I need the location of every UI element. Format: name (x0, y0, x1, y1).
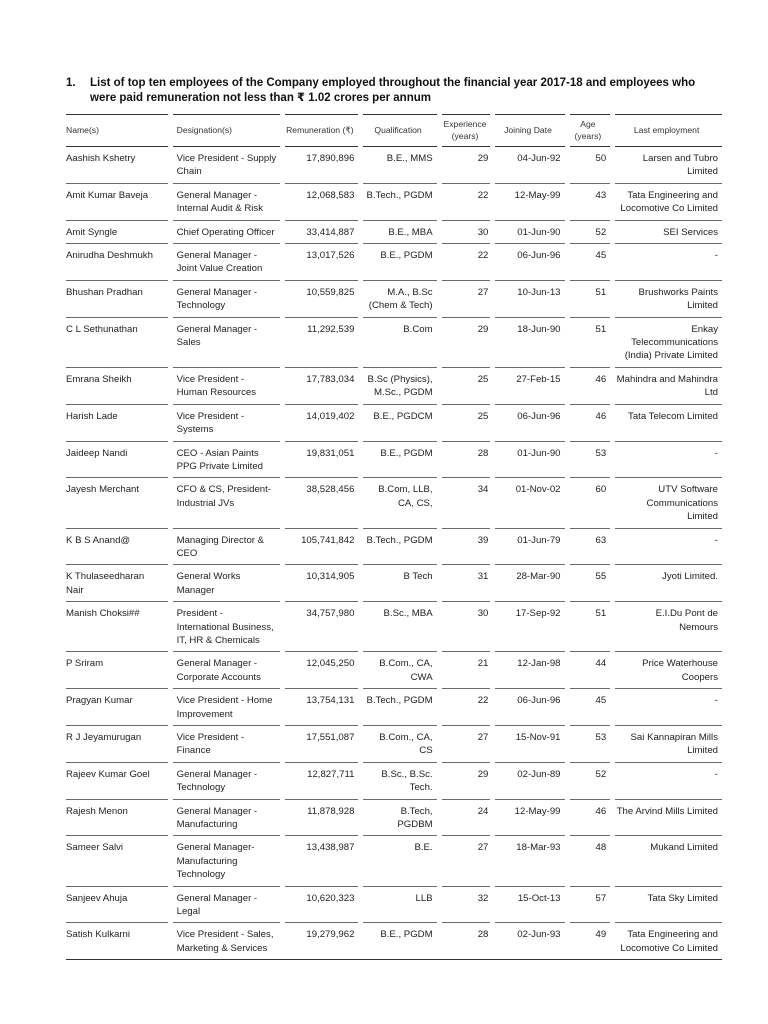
cell-last-employment: Mukand Limited (615, 836, 722, 886)
cell-designation: General Manager - Sales (173, 318, 281, 368)
cell-name: Aashish Kshetry (66, 147, 168, 184)
cell-qualification: LLB (363, 887, 436, 924)
column-header-age: Age (years) (570, 114, 611, 147)
cell-joining-date: 12-May-99 (495, 184, 564, 221)
column-header-last-employment: Last employment (615, 114, 722, 147)
cell-joining-date: 28-Mar-90 (495, 565, 564, 602)
cell-age: 49 (570, 923, 611, 960)
cell-name: Amit Syngle (66, 221, 168, 244)
table-row (66, 184, 722, 221)
table-row (66, 405, 722, 442)
table-row (66, 923, 722, 960)
cell-age: 45 (570, 689, 611, 726)
cell-qualification: B.E., PGDM (363, 923, 436, 960)
cell-name: Sanjeev Ahuja (66, 887, 168, 924)
cell-name: Jaideep Nandi (66, 442, 168, 479)
cell-qualification: B Tech (363, 565, 436, 602)
cell-last-employment: Tata Engineering and Locomotive Co Limited (615, 923, 722, 960)
cell-qualification: B.Tech, PGDBM (363, 800, 436, 837)
column-header-qualification: Qualification (363, 114, 436, 147)
cell-experience: 27 (442, 281, 491, 318)
cell-last-employment: Larsen and Tubro Limited (615, 147, 722, 184)
cell-joining-date: 10-Jun-13 (495, 281, 564, 318)
cell-name: C L Sethunathan (66, 318, 168, 368)
table-row (66, 244, 722, 281)
cell-age: 50 (570, 147, 611, 184)
cell-joining-date: 06-Jun-96 (495, 689, 564, 726)
cell-designation: Vice President - Finance (173, 726, 281, 763)
table-row (66, 442, 722, 479)
cell-designation: General Manager - Corporate Accounts (173, 652, 281, 689)
cell-age: 53 (570, 726, 611, 763)
cell-experience: 25 (442, 368, 491, 405)
cell-age: 45 (570, 244, 611, 281)
column-header-name: Name(s) (66, 114, 168, 147)
cell-name: Emrana Sheikh (66, 368, 168, 405)
table-row (66, 368, 722, 405)
cell-designation: CEO - Asian Paints PPG Private Limited (173, 442, 281, 479)
cell-name: Bhushan Pradhan (66, 281, 168, 318)
cell-experience: 22 (442, 244, 491, 281)
cell-last-employment: Sai Kannapiran Mills Limited (615, 726, 722, 763)
table-row (66, 147, 722, 184)
cell-experience: 39 (442, 529, 491, 566)
cell-experience: 31 (442, 565, 491, 602)
cell-age: 60 (570, 478, 611, 528)
cell-joining-date: 06-Jun-96 (495, 244, 564, 281)
cell-remuneration: 13,754,131 (285, 689, 358, 726)
cell-qualification: B.Com (363, 318, 436, 368)
cell-qualification: M.A., B.Sc (Chem & Tech) (363, 281, 436, 318)
cell-experience: 28 (442, 923, 491, 960)
cell-last-employment: Jyoti Limited. (615, 565, 722, 602)
cell-joining-date: 02-Jun-93 (495, 923, 564, 960)
table-row (66, 836, 722, 886)
cell-joining-date: 17-Sep-92 (495, 602, 564, 652)
cell-name: K B S Anand@ (66, 529, 168, 566)
cell-experience: 29 (442, 763, 491, 800)
cell-joining-date: 18-Mar-93 (495, 836, 564, 886)
column-header-joining-date: Joining Date (495, 114, 564, 147)
cell-qualification: B.E., MMS (363, 147, 436, 184)
cell-qualification: B.Tech., PGDM (363, 529, 436, 566)
table-row (66, 689, 722, 726)
cell-qualification: B.Sc (Physics), M.Sc., PGDM (363, 368, 436, 405)
cell-experience: 24 (442, 800, 491, 837)
cell-remuneration: 105,741,842 (285, 529, 358, 566)
cell-experience: 22 (442, 689, 491, 726)
cell-name: Pragyan Kumar (66, 689, 168, 726)
cell-joining-date: 15-Oct-13 (495, 887, 564, 924)
cell-last-employment: E.I.Du Pont de Nemours (615, 602, 722, 652)
column-header-remuneration: Remuneration (₹) (285, 114, 358, 147)
cell-last-employment: Tata Engineering and Locomotive Co Limited (615, 184, 722, 221)
table-header-row (66, 114, 722, 147)
cell-remuneration: 12,068,583 (285, 184, 358, 221)
cell-age: 44 (570, 652, 611, 689)
cell-experience: 30 (442, 221, 491, 244)
cell-joining-date: 01-Jun-90 (495, 221, 564, 244)
cell-remuneration: 17,551,087 (285, 726, 358, 763)
table-row (66, 529, 722, 566)
cell-age: 46 (570, 405, 611, 442)
table-row (66, 281, 722, 318)
table-row (66, 887, 722, 924)
cell-last-employment: SEI Services (615, 221, 722, 244)
cell-last-employment: - (615, 529, 722, 566)
cell-designation: General Manager - Manufacturing (173, 800, 281, 837)
section-heading (66, 76, 716, 106)
cell-last-employment: Brushworks Paints Limited (615, 281, 722, 318)
cell-qualification: B.E., PGDM (363, 244, 436, 281)
cell-remuneration: 13,017,526 (285, 244, 358, 281)
cell-remuneration: 38,528,456 (285, 478, 358, 528)
cell-designation: General Manager - Technology (173, 763, 281, 800)
cell-designation: Chief Operating Officer (173, 221, 281, 244)
cell-experience: 22 (442, 184, 491, 221)
cell-designation: President - International Business, IT, HR & Chemicals (173, 602, 281, 652)
cell-name: P Sriram (66, 652, 168, 689)
cell-experience: 34 (442, 478, 491, 528)
cell-age: 51 (570, 602, 611, 652)
cell-designation: Vice President - Sales, Marketing & Services (173, 923, 281, 960)
cell-remuneration: 19,279,962 (285, 923, 358, 960)
cell-designation: Managing Director & CEO (173, 529, 281, 566)
cell-experience: 27 (442, 836, 491, 886)
cell-designation: Vice President - Human Resources (173, 368, 281, 405)
cell-experience: 30 (442, 602, 491, 652)
cell-qualification: B.Sc., MBA (363, 602, 436, 652)
cell-experience: 29 (442, 147, 491, 184)
cell-name: Manish Choksi## (66, 602, 168, 652)
cell-name: Anirudha Deshmukh (66, 244, 168, 281)
cell-designation: General Manager - Legal (173, 887, 281, 924)
employee-table (66, 114, 722, 960)
cell-joining-date: 06-Jun-96 (495, 405, 564, 442)
table-row (66, 652, 722, 689)
cell-experience: 27 (442, 726, 491, 763)
cell-name: Sameer Salvi (66, 836, 168, 886)
cell-name: Jayesh Merchant (66, 478, 168, 528)
cell-last-employment: Mahindra and Mahindra Ltd (615, 368, 722, 405)
cell-experience: 25 (442, 405, 491, 442)
cell-age: 48 (570, 836, 611, 886)
cell-qualification: B.Com, LLB, CA, CS, (363, 478, 436, 528)
cell-remuneration: 10,620,323 (285, 887, 358, 924)
cell-age: 55 (570, 565, 611, 602)
cell-joining-date: 18-Jun-90 (495, 318, 564, 368)
cell-qualification: B.Com., CA, CS (363, 726, 436, 763)
cell-last-employment: - (615, 689, 722, 726)
cell-qualification: B.Tech., PGDM (363, 689, 436, 726)
table-row (66, 763, 722, 800)
cell-joining-date: 01-Nov-02 (495, 478, 564, 528)
cell-age: 63 (570, 529, 611, 566)
cell-remuneration: 13,438,987 (285, 836, 358, 886)
section-number: 1. (66, 77, 76, 89)
cell-last-employment: Tata Sky Limited (615, 887, 722, 924)
cell-last-employment: Enkay Telecommunications (India) Private Limited (615, 318, 722, 368)
cell-remuneration: 17,783,034 (285, 368, 358, 405)
table-row (66, 478, 722, 528)
cell-remuneration: 17,890,896 (285, 147, 358, 184)
table-row (66, 318, 722, 368)
cell-joining-date: 27-Feb-15 (495, 368, 564, 405)
cell-name: K Thulaseedharan Nair (66, 565, 168, 602)
table-row (66, 602, 722, 652)
cell-remuneration: 33,414,887 (285, 221, 358, 244)
cell-remuneration: 10,314,905 (285, 565, 358, 602)
cell-age: 51 (570, 281, 611, 318)
table-body (66, 147, 722, 960)
cell-joining-date: 02-Jun-89 (495, 763, 564, 800)
cell-experience: 21 (442, 652, 491, 689)
cell-qualification: B.E., PGDCM (363, 405, 436, 442)
cell-name: Satish Kulkarni (66, 923, 168, 960)
cell-qualification: B.Sc., B.Sc. Tech. (363, 763, 436, 800)
column-header-designation: Designation(s) (173, 114, 281, 147)
cell-remuneration: 11,878,928 (285, 800, 358, 837)
section-title: List of top ten employees of the Company employed throughout the financial year 2017-18 and employees who were paid remuneration not less than ₹ 1.02 crores per annum (90, 77, 696, 104)
cell-age: 53 (570, 442, 611, 479)
cell-qualification: B.E., PGDM (363, 442, 436, 479)
cell-name: R J Jeyamurugan (66, 726, 168, 763)
table-row (66, 221, 722, 244)
cell-designation: Vice President - Supply Chain (173, 147, 281, 184)
cell-last-employment: UTV Software Communications Limited (615, 478, 722, 528)
cell-joining-date: 12-Jan-98 (495, 652, 564, 689)
cell-designation: General Manager - Joint Value Creation (173, 244, 281, 281)
cell-age: 46 (570, 368, 611, 405)
cell-age: 51 (570, 318, 611, 368)
table-row (66, 726, 722, 763)
cell-age: 52 (570, 763, 611, 800)
cell-last-employment: The Arvind Mills Limited (615, 800, 722, 837)
cell-name: Rajesh Menon (66, 800, 168, 837)
cell-designation: Vice President - Systems (173, 405, 281, 442)
cell-designation: General Manager - Technology (173, 281, 281, 318)
cell-remuneration: 34,757,980 (285, 602, 358, 652)
cell-designation: General Manager - Internal Audit & Risk (173, 184, 281, 221)
cell-remuneration: 12,045,250 (285, 652, 358, 689)
cell-last-employment: - (615, 442, 722, 479)
cell-experience: 28 (442, 442, 491, 479)
cell-qualification: B.E. (363, 836, 436, 886)
cell-designation: General Manager-Manufacturing Technology (173, 836, 281, 886)
cell-name: Amit Kumar Baveja (66, 184, 168, 221)
cell-last-employment: Price Waterhouse Coopers (615, 652, 722, 689)
table-row (66, 800, 722, 837)
cell-age: 57 (570, 887, 611, 924)
cell-qualification: B.Tech., PGDM (363, 184, 436, 221)
cell-designation: Vice President - Home Improvement (173, 689, 281, 726)
cell-age: 43 (570, 184, 611, 221)
cell-last-employment: - (615, 763, 722, 800)
cell-qualification: B.E., MBA (363, 221, 436, 244)
cell-experience: 32 (442, 887, 491, 924)
cell-joining-date: 12-May-99 (495, 800, 564, 837)
cell-qualification: B.Com., CA, CWA (363, 652, 436, 689)
cell-designation: CFO & CS, President-Industrial JVs (173, 478, 281, 528)
cell-remuneration: 11,292,539 (285, 318, 358, 368)
cell-age: 46 (570, 800, 611, 837)
table-row (66, 565, 722, 602)
cell-remuneration: 12,827,711 (285, 763, 358, 800)
column-header-experience: Experience (years) (442, 114, 491, 147)
cell-joining-date: 01-Jun-90 (495, 442, 564, 479)
cell-joining-date: 15-Nov-91 (495, 726, 564, 763)
cell-experience: 29 (442, 318, 491, 368)
cell-age: 52 (570, 221, 611, 244)
cell-designation: General Works Manager (173, 565, 281, 602)
cell-joining-date: 01-Jun-79 (495, 529, 564, 566)
cell-joining-date: 04-Jun-92 (495, 147, 564, 184)
cell-name: Harish Lade (66, 405, 168, 442)
cell-last-employment: Tata Telecom Limited (615, 405, 722, 442)
cell-name: Rajeev Kumar Goel (66, 763, 168, 800)
cell-remuneration: 19,831,051 (285, 442, 358, 479)
cell-remuneration: 10,559,825 (285, 281, 358, 318)
cell-remuneration: 14,019,402 (285, 405, 358, 442)
cell-last-employment: - (615, 244, 722, 281)
